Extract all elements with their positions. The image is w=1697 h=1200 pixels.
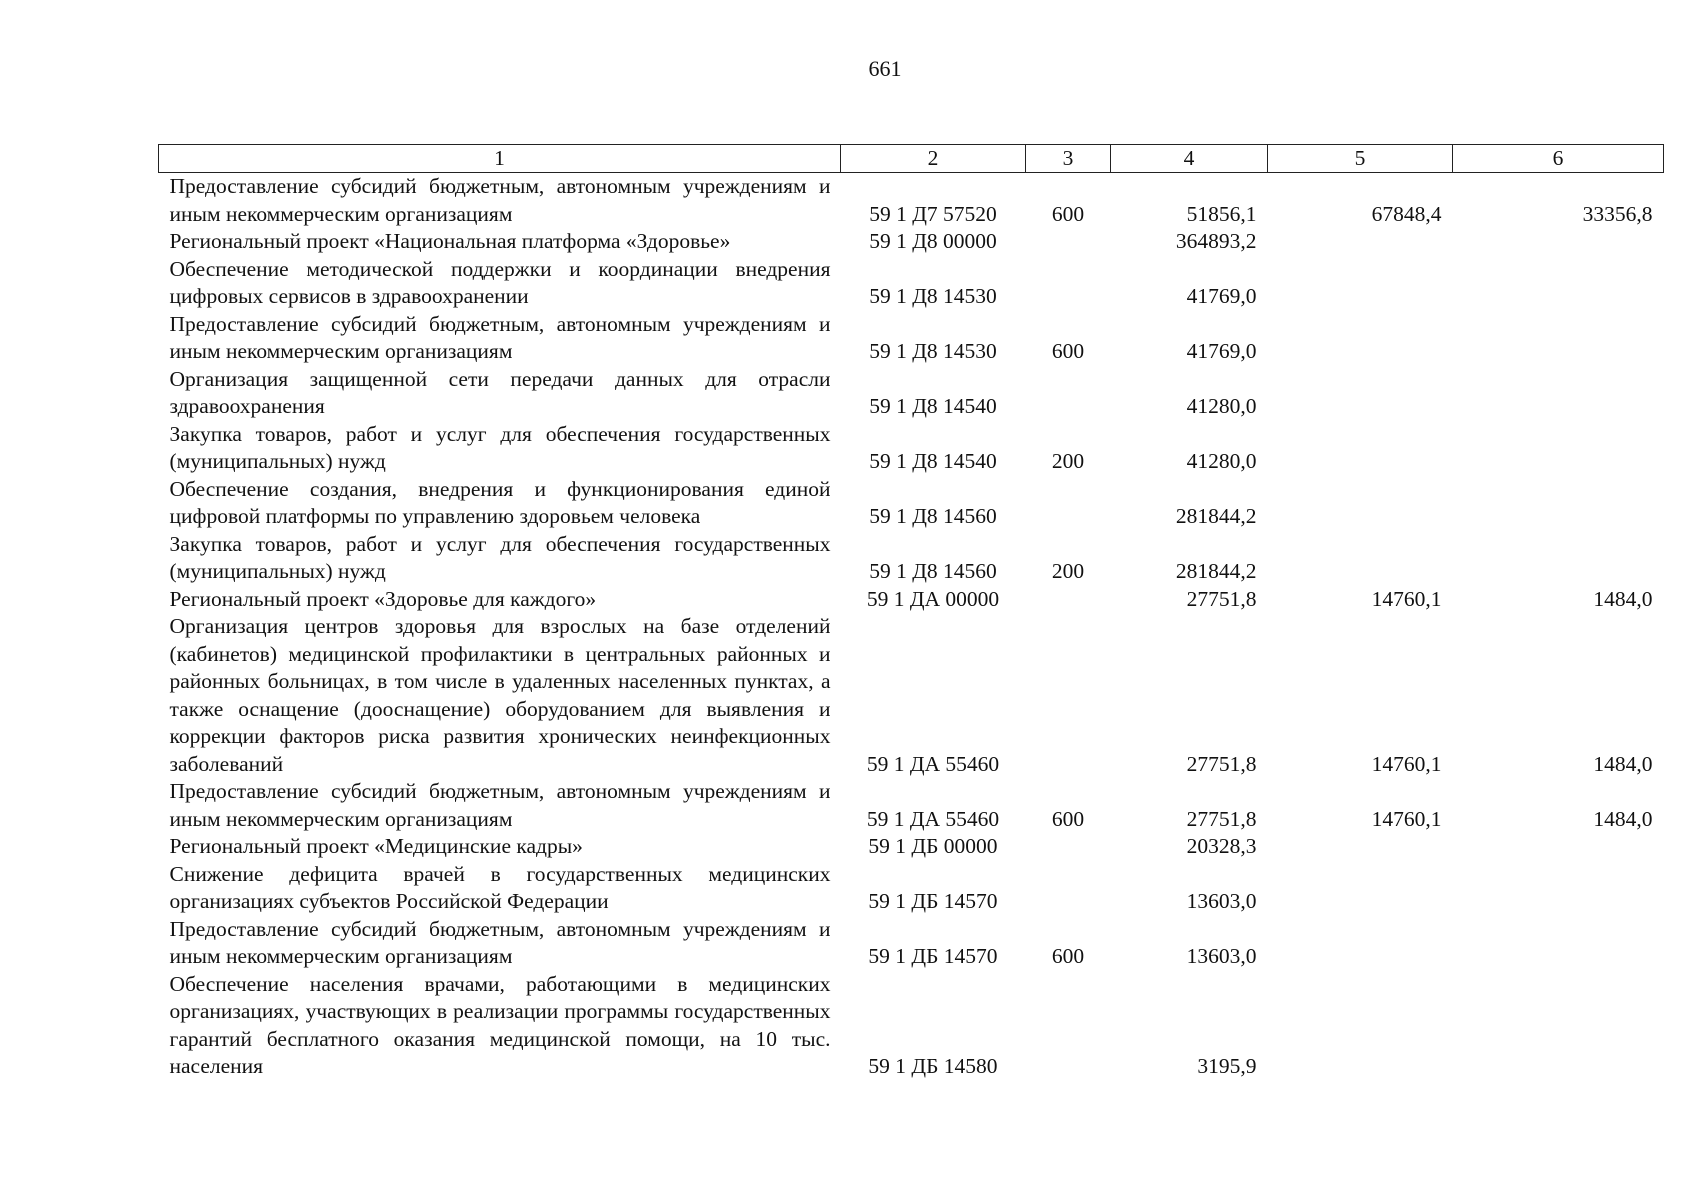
table-row: [159, 311, 1664, 366]
target-article-code: 59 1 Д7 57520: [869, 201, 997, 226]
expense-type-code: 600: [1051, 339, 1085, 363]
amount-year-1: 41769,0: [1186, 339, 1257, 363]
amount-year-1: 41769,0: [1186, 284, 1257, 308]
target-article-code: 59 1 Д8 14560: [869, 504, 997, 528]
amount-year-3: 1484,0: [1593, 586, 1653, 611]
expense-type-code: 600: [1051, 806, 1085, 831]
target-article-code: 59 1 Д8 00000: [869, 229, 997, 253]
table-row: [159, 586, 1664, 614]
column-header-2: 2: [841, 145, 1026, 173]
table-row: [159, 861, 1664, 916]
expense-type-code: [1026, 228, 1111, 256]
amount-year-3: [1453, 833, 1664, 861]
item-name: Закупка товаров, работ и услуг для обеспечения государственных (муниципальных) нужд: [169, 531, 831, 583]
amount-year-3: [1453, 311, 1664, 366]
item-name: Региональный проект «Медицинские кадры»: [169, 834, 583, 858]
amount-year-1: 20328,3: [1186, 834, 1257, 858]
amount-year-1: 13603,0: [1186, 889, 1257, 913]
amount-year-2: 14760,1: [1371, 586, 1442, 611]
table-row: [159, 778, 1664, 833]
amount-year-2: [1268, 833, 1453, 861]
amount-year-3: [1453, 476, 1664, 531]
item-name: Предоставление субсидий бюджетным, автономным учреждениям и иным некоммерческим организациям: [169, 779, 831, 831]
item-name: Региональный проект «Национальная платформа «Здоровье»: [169, 229, 731, 253]
table-row: [159, 916, 1664, 971]
target-article-code: 59 1 Д8 14560: [869, 559, 997, 583]
amount-year-2: 14760,1: [1371, 806, 1442, 831]
amount-year-2: [1268, 421, 1453, 476]
amount-year-2: 67848,4: [1371, 201, 1442, 226]
amount-year-2: [1268, 311, 1453, 366]
amount-year-2: [1268, 531, 1453, 586]
amount-year-2: [1268, 916, 1453, 971]
expense-type-code: [1026, 833, 1111, 861]
item-name: Обеспечение методической поддержки и координации внедрения цифровых сервисов в здравоохранении: [169, 256, 831, 308]
expense-type-code: 600: [1051, 201, 1085, 226]
column-header-1: 1: [159, 145, 841, 173]
table-row: [159, 256, 1664, 311]
expense-type-code: 600: [1051, 944, 1085, 968]
target-article-code: 59 1 ДА 55460: [866, 751, 1000, 776]
table-body: [159, 173, 1664, 1081]
budget-table: [158, 144, 1664, 1081]
amount-year-2: [1268, 971, 1453, 1081]
target-article-code: 59 1 ДБ 14580: [868, 1054, 998, 1078]
amount-year-3: 1484,0: [1593, 806, 1653, 831]
table-row: [159, 531, 1664, 586]
table-row: [159, 421, 1664, 476]
amount-year-1: 27751,8: [1186, 586, 1257, 611]
amount-year-3: [1453, 531, 1664, 586]
item-name: Организация защищенной сети передачи данных для отрасли здравоохранения: [169, 366, 831, 418]
expense-type-code: [1026, 613, 1111, 778]
amount-year-2: [1268, 476, 1453, 531]
amount-year-1: 3195,9: [1197, 1054, 1257, 1078]
column-header-3: 3: [1026, 145, 1111, 173]
target-article-code: 59 1 Д8 14540: [869, 394, 997, 418]
amount-year-3: 1484,0: [1593, 751, 1653, 776]
table-row: [159, 173, 1664, 229]
target-article-code: 59 1 Д8 14540: [869, 449, 997, 473]
amount-year-3: 33356,8: [1582, 201, 1653, 226]
amount-year-3: [1453, 971, 1664, 1081]
amount-year-1: 27751,8: [1186, 751, 1257, 776]
table-row: [159, 613, 1664, 778]
item-name: Предоставление субсидий бюджетным, автономным учреждениям и иным некоммерческим организациям: [169, 916, 831, 968]
item-name: Предоставление субсидий бюджетным, автономным учреждениям и иным некоммерческим организациям: [169, 311, 831, 363]
target-article-code: 59 1 ДБ 14570: [868, 944, 998, 968]
expense-type-code: [1026, 366, 1111, 421]
expense-type-code: [1026, 971, 1111, 1081]
page-number: 661: [868, 56, 902, 81]
target-article-code: 59 1 ДА 00000: [866, 586, 1000, 611]
expense-type-code: [1026, 586, 1111, 614]
expense-type-code: [1026, 256, 1111, 311]
amount-year-1: 41280,0: [1186, 394, 1257, 418]
amount-year-3: [1453, 228, 1664, 256]
table-row: [159, 476, 1664, 531]
amount-year-1: 364893,2: [1175, 229, 1257, 253]
amount-year-1: 13603,0: [1186, 944, 1257, 968]
table-row: [159, 366, 1664, 421]
column-header-4: 4: [1111, 145, 1268, 173]
column-header-5: 5: [1268, 145, 1453, 173]
header-row: [159, 145, 1664, 173]
target-article-code: 59 1 ДБ 00000: [868, 834, 998, 858]
expense-type-code: 200: [1051, 559, 1085, 583]
column-header-6: 6: [1453, 145, 1664, 173]
amount-year-2: [1268, 366, 1453, 421]
item-name: Снижение дефицита врачей в государственных медицинских организациях субъектов Российской Федерации: [169, 861, 831, 913]
amount-year-2: 14760,1: [1371, 751, 1442, 776]
table-row: [159, 833, 1664, 861]
item-name: Обеспечение населения врачами, работающими в медицинских организациях, участвующих в реализации программы государственных гарантий бесплатного оказания медицинской помощи, на 10 тыс. населения: [169, 971, 831, 1078]
amount-year-1: 281844,2: [1175, 559, 1257, 583]
item-name: Организация центров здоровья для взрослых на базе отделений (кабинетов) медицинской профилактики в центральных районных и районных больницах, в том числе в удаленных населенных пунктах, а также оснащение (дооснащение) оборудованием для выявления и коррекции факторов риска развития хронических неинфекционных заболеваний: [169, 614, 831, 776]
target-article-code: 59 1 ДБ 14570: [868, 889, 998, 913]
amount-year-3: [1453, 916, 1664, 971]
amount-year-1: 281844,2: [1175, 504, 1257, 528]
table-row: [159, 971, 1664, 1081]
target-article-code: 59 1 Д8 14530: [869, 284, 997, 308]
expense-type-code: [1026, 476, 1111, 531]
item-name: Предоставление субсидий бюджетным, автономным учреждениям и иным некоммерческим организациям: [169, 174, 831, 226]
amount-year-2: [1268, 861, 1453, 916]
amount-year-3: [1453, 256, 1664, 311]
amount-year-1: 41280,0: [1186, 449, 1257, 473]
amount-year-3: [1453, 861, 1664, 916]
amount-year-3: [1453, 421, 1664, 476]
table-row: [159, 228, 1664, 256]
expense-type-code: [1026, 861, 1111, 916]
amount-year-1: 27751,8: [1186, 806, 1257, 831]
item-name: Обеспечение создания, внедрения и функционирования единой цифровой платформы по управлению здоровьем человека: [169, 476, 831, 528]
expense-type-code: 200: [1051, 449, 1085, 473]
amount-year-2: [1268, 256, 1453, 311]
amount-year-3: [1453, 366, 1664, 421]
amount-year-1: 51856,1: [1186, 201, 1257, 226]
amount-year-2: [1268, 228, 1453, 256]
table-header: [159, 145, 1664, 173]
item-name: Закупка товаров, работ и услуг для обеспечения государственных (муниципальных) нужд: [169, 421, 831, 473]
target-article-code: 59 1 Д8 14530: [869, 339, 997, 363]
item-name: Региональный проект «Здоровье для каждого»: [169, 586, 597, 611]
target-article-code: 59 1 ДА 55460: [866, 806, 1000, 831]
